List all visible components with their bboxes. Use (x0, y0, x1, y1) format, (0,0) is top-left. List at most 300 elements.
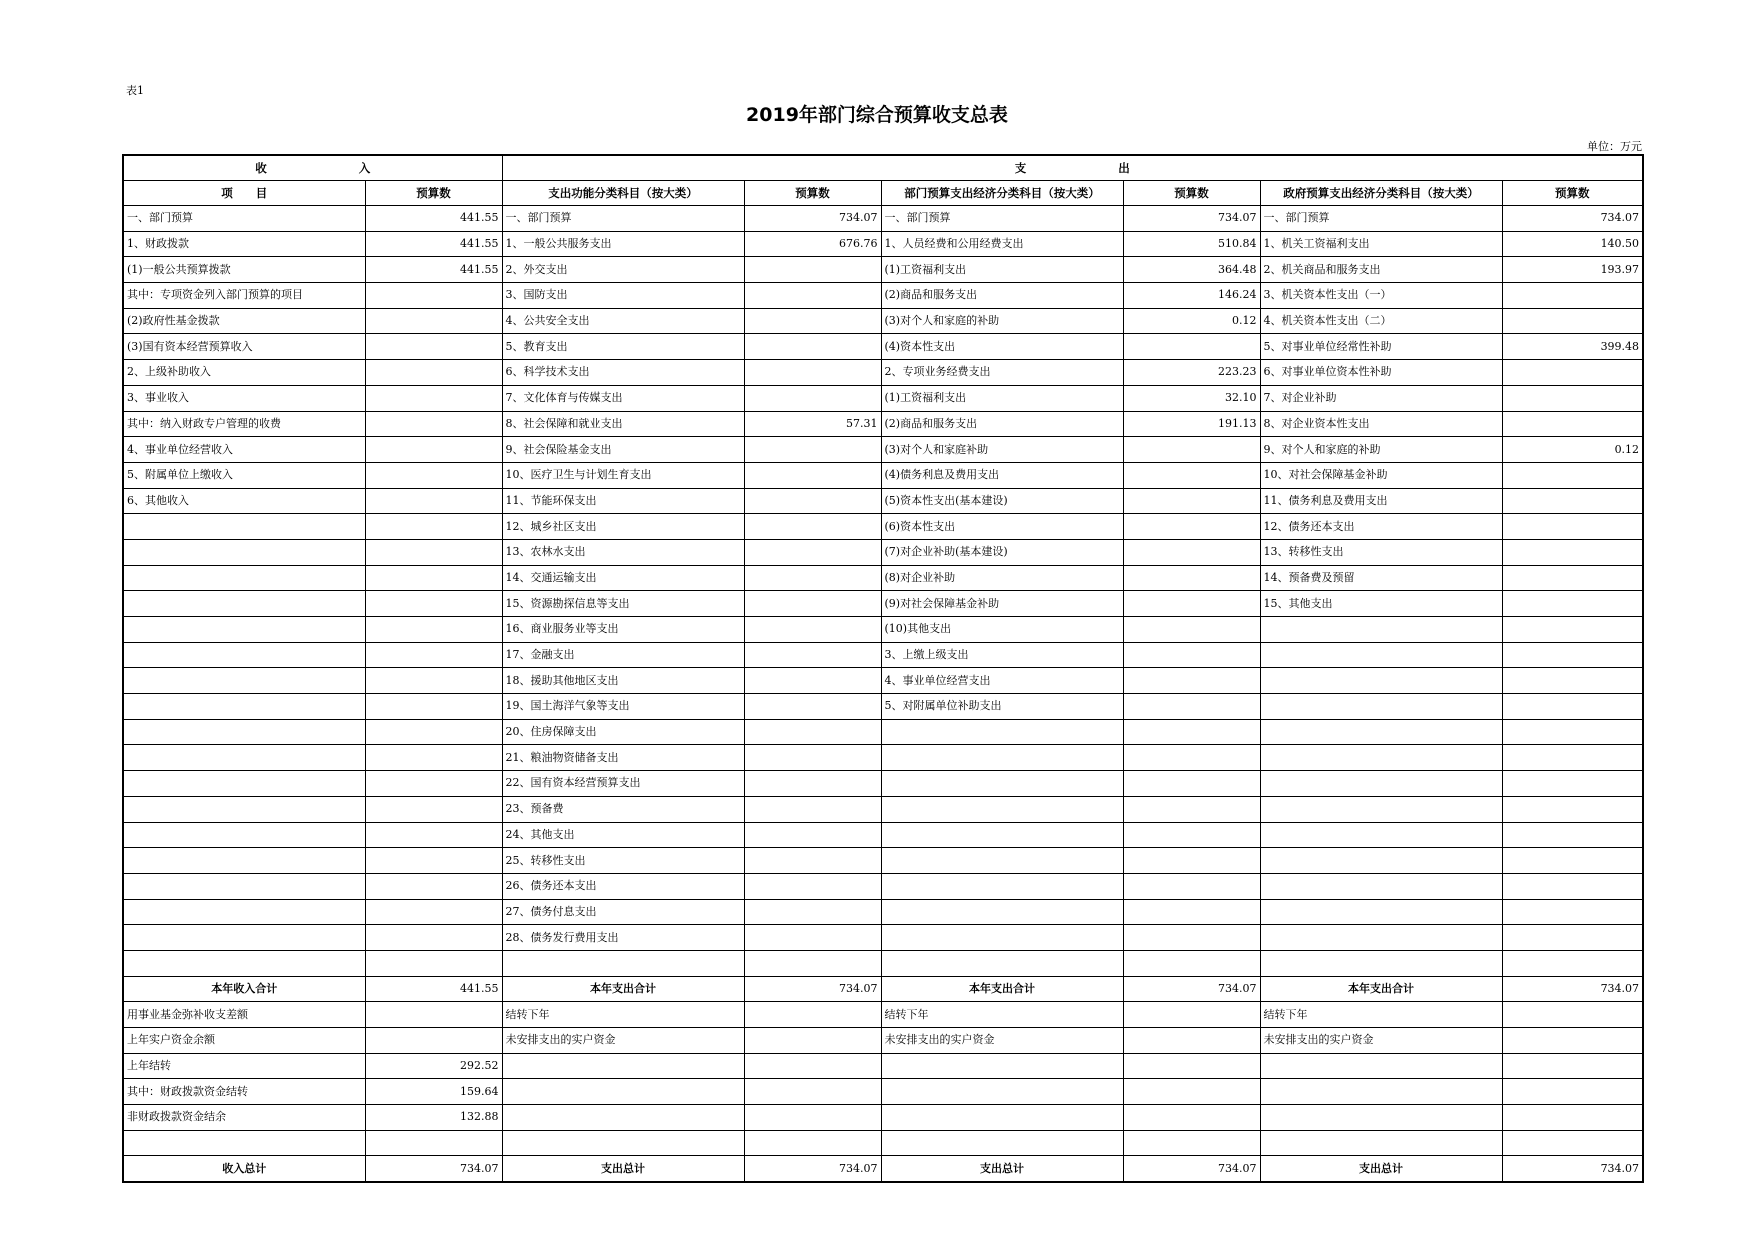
dept-econ-budget-cell (1123, 1079, 1260, 1105)
gov-econ-budget-cell (1502, 360, 1643, 386)
page-title: 2019年部门综合预算收支总表 (746, 104, 1008, 126)
gov-econ-budget-cell (1502, 1130, 1643, 1156)
gov-econ-cell: 14、预备费及预留 (1260, 565, 1502, 591)
dept-econ-cell (881, 1053, 1123, 1079)
budget-table (122, 154, 1644, 1183)
func-budget-cell (744, 514, 881, 540)
table-row (123, 694, 1643, 720)
dept-econ-cell (881, 873, 1123, 899)
income-budget-cell (365, 642, 502, 668)
func-budget-cell (744, 719, 881, 745)
income-item-cell (123, 617, 365, 643)
func-class-cell: 14、交通运输支出 (502, 565, 744, 591)
gov-econ-budget-cell: 734.07 (1502, 1156, 1643, 1182)
income-budget-cell: 441.55 (365, 976, 502, 1002)
gov-econ-cell (1260, 668, 1502, 694)
func-class-cell: 19、国土海洋气象等支出 (502, 694, 744, 720)
func-class-cell: 7、文化体育与传媒支出 (502, 385, 744, 411)
income-item-cell (123, 719, 365, 745)
table-row (123, 308, 1643, 334)
income-item-cell: 一、部门预算 (123, 206, 365, 232)
income-item-cell (123, 796, 365, 822)
table-row (123, 1053, 1643, 1079)
func-budget-cell (744, 257, 881, 283)
gov-econ-budget-cell (1502, 565, 1643, 591)
func-budget-cell (744, 565, 881, 591)
dept-econ-cell: (2)商品和服务支出 (881, 283, 1123, 309)
func-budget-cell (744, 694, 881, 720)
gov-econ-cell: 8、对企业资本性支出 (1260, 411, 1502, 437)
table-row (123, 462, 1643, 488)
func-class-cell: 一、部门预算 (502, 206, 744, 232)
func-class-cell (502, 1130, 744, 1156)
func-budget-cell (744, 668, 881, 694)
col-header-func-class: 支出功能分类科目（按大类） (502, 181, 744, 206)
income-budget-cell (365, 1028, 502, 1054)
dept-econ-budget-cell: 510.84 (1123, 231, 1260, 257)
dept-econ-budget-cell (1123, 694, 1260, 720)
gov-econ-budget-cell (1502, 771, 1643, 797)
income-item-cell (123, 565, 365, 591)
func-class-cell: 25、转移性支出 (502, 848, 744, 874)
table-row (123, 1028, 1643, 1054)
gov-econ-cell: 1、机关工资福利支出 (1260, 231, 1502, 257)
table-number: 表1 (126, 84, 144, 97)
gov-econ-budget-cell (1502, 411, 1643, 437)
func-class-cell: 27、债务付息支出 (502, 899, 744, 925)
gov-econ-budget-cell (1502, 873, 1643, 899)
income-budget-cell (365, 539, 502, 565)
table-row (123, 642, 1643, 668)
func-budget-cell (744, 925, 881, 951)
dept-econ-cell: (6)资本性支出 (881, 514, 1123, 540)
dept-econ-budget-cell: 191.13 (1123, 411, 1260, 437)
dept-econ-cell: (2)商品和服务支出 (881, 411, 1123, 437)
income-budget-cell: 441.55 (365, 257, 502, 283)
gov-econ-budget-cell (1502, 283, 1643, 309)
income-item-cell: 1、财政拨款 (123, 231, 365, 257)
gov-econ-budget-cell (1502, 539, 1643, 565)
dept-econ-cell: (1)工资福利支出 (881, 257, 1123, 283)
income-item-cell (123, 925, 365, 951)
income-budget-cell (365, 745, 502, 771)
dept-econ-cell: 2、专项业务经费支出 (881, 360, 1123, 386)
income-budget-cell (365, 950, 502, 976)
dept-econ-budget-cell (1123, 514, 1260, 540)
func-class-cell: 5、教育支出 (502, 334, 744, 360)
income-item-cell (123, 745, 365, 771)
dept-econ-budget-cell (1123, 539, 1260, 565)
dept-econ-budget-cell (1123, 1105, 1260, 1131)
income-item-cell: 收入总计 (123, 1156, 365, 1182)
func-class-cell: 15、资源勘探信息等支出 (502, 591, 744, 617)
income-budget-cell (365, 437, 502, 463)
gov-econ-cell (1260, 617, 1502, 643)
dept-econ-cell: (8)对企业补助 (881, 565, 1123, 591)
table-row (123, 1156, 1643, 1182)
gov-econ-budget-cell: 734.07 (1502, 206, 1643, 232)
dept-econ-cell: 1、人员经费和公用经费支出 (881, 231, 1123, 257)
dept-econ-cell (881, 848, 1123, 874)
gov-econ-cell (1260, 1079, 1502, 1105)
income-budget-cell: 159.64 (365, 1079, 502, 1105)
table-row (123, 1002, 1643, 1028)
income-budget-cell (365, 308, 502, 334)
dept-econ-cell (881, 950, 1123, 976)
col-header-budget: 预算数 (365, 181, 502, 206)
dept-econ-cell: (1)工资福利支出 (881, 385, 1123, 411)
gov-econ-cell (1260, 771, 1502, 797)
dept-econ-cell: (5)资本性支出(基本建设) (881, 488, 1123, 514)
table-row (123, 796, 1643, 822)
dept-econ-cell (881, 1130, 1123, 1156)
income-budget-cell (365, 283, 502, 309)
dept-econ-budget-cell (1123, 1028, 1260, 1054)
table-row (123, 539, 1643, 565)
gov-econ-budget-cell (1502, 1002, 1643, 1028)
func-budget-cell: 734.07 (744, 1156, 881, 1182)
func-budget-cell (744, 848, 881, 874)
func-class-cell: 结转下年 (502, 1002, 744, 1028)
income-budget-cell: 132.88 (365, 1105, 502, 1131)
dept-econ-budget-cell (1123, 719, 1260, 745)
func-budget-cell (744, 1028, 881, 1054)
gov-econ-cell (1260, 719, 1502, 745)
dept-econ-cell: (3)对个人和家庭的补助 (881, 308, 1123, 334)
table-row (123, 385, 1643, 411)
func-class-cell: 10、医疗卫生与计划生育支出 (502, 462, 744, 488)
func-budget-cell (744, 617, 881, 643)
dept-econ-cell: (9)对社会保障基金补助 (881, 591, 1123, 617)
gov-econ-budget-cell (1502, 1053, 1643, 1079)
income-budget-cell (365, 385, 502, 411)
column-header-row (123, 181, 1643, 206)
income-item-cell: 本年收入合计 (123, 976, 365, 1002)
income-item-cell: 非财政拨款资金结余 (123, 1105, 365, 1131)
col-header-budget: 预算数 (1502, 181, 1643, 206)
gov-econ-cell: 7、对企业补助 (1260, 385, 1502, 411)
gov-econ-budget-cell (1502, 925, 1643, 951)
income-budget-cell (365, 899, 502, 925)
dept-econ-budget-cell (1123, 796, 1260, 822)
dept-econ-cell: (4)债务利息及费用支出 (881, 462, 1123, 488)
dept-econ-budget-cell (1123, 745, 1260, 771)
income-item-cell: 用事业基金弥补收支差额 (123, 1002, 365, 1028)
gov-econ-cell (1260, 745, 1502, 771)
func-class-cell: 23、预备费 (502, 796, 744, 822)
gov-econ-cell: 10、对社会保障基金补助 (1260, 462, 1502, 488)
dept-econ-budget-cell: 364.48 (1123, 257, 1260, 283)
income-budget-cell (365, 873, 502, 899)
func-class-cell: 16、商业服务业等支出 (502, 617, 744, 643)
gov-econ-cell: 支出总计 (1260, 1156, 1502, 1182)
func-class-cell: 12、城乡社区支出 (502, 514, 744, 540)
dept-econ-budget-cell: 734.07 (1123, 1156, 1260, 1182)
table-row (123, 411, 1643, 437)
col-header-budget: 预算数 (1123, 181, 1260, 206)
income-budget-cell (365, 1130, 502, 1156)
func-class-cell: 4、公共安全支出 (502, 308, 744, 334)
gov-econ-cell: 2、机关商品和服务支出 (1260, 257, 1502, 283)
gov-econ-cell: 4、机关资本性支出（二） (1260, 308, 1502, 334)
gov-econ-budget-cell: 399.48 (1502, 334, 1643, 360)
func-class-cell: 11、节能环保支出 (502, 488, 744, 514)
func-class-cell: 24、其他支出 (502, 822, 744, 848)
dept-econ-budget-cell (1123, 334, 1260, 360)
income-item-cell (123, 668, 365, 694)
func-budget-cell (744, 385, 881, 411)
dept-econ-budget-cell: 146.24 (1123, 283, 1260, 309)
table-row (123, 1105, 1643, 1131)
income-item-cell: 6、其他收入 (123, 488, 365, 514)
table-row (123, 925, 1643, 951)
gov-econ-cell (1260, 950, 1502, 976)
gov-econ-cell (1260, 1130, 1502, 1156)
gov-econ-cell: 3、机关资本性支出（一） (1260, 283, 1502, 309)
func-class-cell: 9、社会保险基金支出 (502, 437, 744, 463)
func-budget-cell (744, 1105, 881, 1131)
gov-econ-budget-cell (1502, 745, 1643, 771)
income-budget-cell (365, 796, 502, 822)
income-budget-cell: 441.55 (365, 231, 502, 257)
table-row (123, 976, 1643, 1002)
func-class-cell (502, 1053, 744, 1079)
dept-econ-budget-cell (1123, 1053, 1260, 1079)
dept-econ-cell: 一、部门预算 (881, 206, 1123, 232)
col-header-gov-econ-class: 政府预算支出经济分类科目（按大类） (1260, 181, 1502, 206)
func-class-cell: 3、国防支出 (502, 283, 744, 309)
table-row (123, 488, 1643, 514)
func-class-cell: 13、农林水支出 (502, 539, 744, 565)
income-budget-cell: 441.55 (365, 206, 502, 232)
func-budget-cell: 734.07 (744, 976, 881, 1002)
dept-econ-budget-cell: 32.10 (1123, 385, 1260, 411)
income-item-cell: 5、附属单位上缴收入 (123, 462, 365, 488)
income-item-cell (123, 1130, 365, 1156)
func-budget-cell (744, 642, 881, 668)
dept-econ-budget-cell (1123, 437, 1260, 463)
income-item-cell: 其中：纳入财政专户管理的收费 (123, 411, 365, 437)
gov-econ-cell: 6、对事业单位资本性补助 (1260, 360, 1502, 386)
income-item-cell: (2)政府性基金拨款 (123, 308, 365, 334)
gov-econ-budget-cell (1502, 1105, 1643, 1131)
income-budget-cell: 292.52 (365, 1053, 502, 1079)
func-class-cell: 本年支出合计 (502, 976, 744, 1002)
dept-econ-budget-cell (1123, 822, 1260, 848)
table-row (123, 1079, 1643, 1105)
gov-econ-budget-cell: 0.12 (1502, 437, 1643, 463)
income-budget-cell (365, 1002, 502, 1028)
income-budget-cell: 734.07 (365, 1156, 502, 1182)
gov-econ-budget-cell (1502, 822, 1643, 848)
income-item-cell (123, 642, 365, 668)
table-row (123, 257, 1643, 283)
income-budget-cell (365, 411, 502, 437)
dept-econ-budget-cell: 734.07 (1123, 976, 1260, 1002)
dept-econ-budget-cell (1123, 642, 1260, 668)
dept-econ-cell (881, 796, 1123, 822)
func-budget-cell (744, 745, 881, 771)
table-row (123, 950, 1643, 976)
dept-econ-cell (881, 925, 1123, 951)
dept-econ-budget-cell: 223.23 (1123, 360, 1260, 386)
func-budget-cell (744, 1130, 881, 1156)
dept-econ-budget-cell (1123, 1130, 1260, 1156)
dept-econ-budget-cell: 0.12 (1123, 308, 1260, 334)
income-budget-cell (365, 488, 502, 514)
func-budget-cell (744, 462, 881, 488)
table-row (123, 668, 1643, 694)
table-row (123, 565, 1643, 591)
gov-econ-budget-cell (1502, 385, 1643, 411)
table-row (123, 283, 1643, 309)
gov-econ-cell: 12、债务还本支出 (1260, 514, 1502, 540)
dept-econ-cell (881, 719, 1123, 745)
table-row (123, 360, 1643, 386)
gov-econ-budget-cell: 193.97 (1502, 257, 1643, 283)
dept-econ-budget-cell (1123, 950, 1260, 976)
gov-econ-cell: 13、转移性支出 (1260, 539, 1502, 565)
income-budget-cell (365, 360, 502, 386)
dept-econ-cell: 支出总计 (881, 1156, 1123, 1182)
gov-econ-cell (1260, 1105, 1502, 1131)
gov-econ-cell: 未安排支出的实户资金 (1260, 1028, 1502, 1054)
func-class-cell: 18、援助其他地区支出 (502, 668, 744, 694)
dept-econ-budget-cell (1123, 848, 1260, 874)
income-item-cell: 上年结转 (123, 1053, 365, 1079)
func-class-cell: 28、债务发行费用支出 (502, 925, 744, 951)
income-budget-cell (365, 719, 502, 745)
dept-econ-budget-cell (1123, 591, 1260, 617)
gov-econ-budget-cell (1502, 694, 1643, 720)
gov-econ-budget-cell (1502, 1028, 1643, 1054)
expense-section-header: 支 出 (502, 155, 1643, 181)
income-item-cell (123, 771, 365, 797)
gov-econ-cell: 11、债务利息及费用支出 (1260, 488, 1502, 514)
dept-econ-budget-cell (1123, 565, 1260, 591)
func-class-cell: 支出总计 (502, 1156, 744, 1182)
dept-econ-budget-cell (1123, 1002, 1260, 1028)
func-budget-cell (744, 796, 881, 822)
func-budget-cell (744, 437, 881, 463)
dept-econ-cell: 3、上缴上级支出 (881, 642, 1123, 668)
table-row (123, 334, 1643, 360)
gov-econ-budget-cell (1502, 462, 1643, 488)
func-class-cell: 26、债务还本支出 (502, 873, 744, 899)
func-budget-cell: 676.76 (744, 231, 881, 257)
gov-econ-cell: 本年支出合计 (1260, 976, 1502, 1002)
dept-econ-budget-cell (1123, 899, 1260, 925)
func-class-cell: 1、一般公共服务支出 (502, 231, 744, 257)
income-item-cell (123, 822, 365, 848)
income-budget-cell (365, 771, 502, 797)
func-budget-cell (744, 899, 881, 925)
unit-label: 单位：万元 (1587, 140, 1642, 153)
dept-econ-budget-cell (1123, 462, 1260, 488)
income-budget-cell (365, 617, 502, 643)
gov-econ-cell: 15、其他支出 (1260, 591, 1502, 617)
gov-econ-budget-cell (1502, 617, 1643, 643)
income-item-cell: 其中：专项资金列入部门预算的项目 (123, 283, 365, 309)
func-class-cell: 20、住房保障支出 (502, 719, 744, 745)
dept-econ-cell: 5、对附属单位补助支出 (881, 694, 1123, 720)
income-item-cell (123, 950, 365, 976)
gov-econ-budget-cell: 140.50 (1502, 231, 1643, 257)
func-budget-cell: 734.07 (744, 206, 881, 232)
dept-econ-budget-cell (1123, 925, 1260, 951)
func-budget-cell (744, 488, 881, 514)
income-budget-cell (365, 334, 502, 360)
table-row (123, 848, 1643, 874)
table-row (123, 437, 1643, 463)
gov-econ-cell (1260, 1053, 1502, 1079)
income-budget-cell (365, 668, 502, 694)
table-row (123, 873, 1643, 899)
income-budget-cell (365, 514, 502, 540)
func-budget-cell (744, 283, 881, 309)
table-row (123, 745, 1643, 771)
table-row (123, 1130, 1643, 1156)
gov-econ-cell: 结转下年 (1260, 1002, 1502, 1028)
gov-econ-budget-cell (1502, 848, 1643, 874)
dept-econ-budget-cell (1123, 771, 1260, 797)
dept-econ-cell: 4、事业单位经营支出 (881, 668, 1123, 694)
gov-econ-budget-cell (1502, 514, 1643, 540)
dept-econ-budget-cell (1123, 668, 1260, 694)
func-class-cell: 17、金融支出 (502, 642, 744, 668)
func-budget-cell (744, 1079, 881, 1105)
dept-econ-cell (881, 771, 1123, 797)
income-item-cell: (1)一般公共预算拨款 (123, 257, 365, 283)
income-item-cell (123, 514, 365, 540)
func-budget-cell (744, 539, 881, 565)
income-item-cell (123, 899, 365, 925)
table-row (123, 617, 1643, 643)
gov-econ-budget-cell (1502, 308, 1643, 334)
gov-econ-budget-cell (1502, 899, 1643, 925)
table-row (123, 231, 1643, 257)
gov-econ-budget-cell (1502, 719, 1643, 745)
func-class-cell: 6、科学技术支出 (502, 360, 744, 386)
func-budget-cell (744, 1002, 881, 1028)
income-budget-cell (365, 565, 502, 591)
func-budget-cell (744, 360, 881, 386)
func-budget-cell (744, 591, 881, 617)
income-budget-cell (365, 822, 502, 848)
income-item-cell (123, 873, 365, 899)
gov-econ-budget-cell (1502, 668, 1643, 694)
income-budget-cell (365, 591, 502, 617)
gov-econ-cell (1260, 642, 1502, 668)
dept-econ-cell: 未安排支出的实户资金 (881, 1028, 1123, 1054)
dept-econ-cell (881, 822, 1123, 848)
dept-econ-cell (881, 1079, 1123, 1105)
func-budget-cell (744, 334, 881, 360)
dept-econ-budget-cell: 734.07 (1123, 206, 1260, 232)
col-header-item: 项 目 (123, 181, 365, 206)
func-budget-cell (744, 822, 881, 848)
func-budget-cell (744, 308, 881, 334)
gov-econ-cell: 9、对个人和家庭的补助 (1260, 437, 1502, 463)
table-row (123, 591, 1643, 617)
income-budget-cell (365, 462, 502, 488)
income-item-cell: 4、事业单位经营收入 (123, 437, 365, 463)
income-item-cell (123, 848, 365, 874)
gov-econ-budget-cell (1502, 950, 1643, 976)
gov-econ-cell (1260, 822, 1502, 848)
income-item-cell: (3)国有资本经营预算收入 (123, 334, 365, 360)
dept-econ-budget-cell (1123, 617, 1260, 643)
